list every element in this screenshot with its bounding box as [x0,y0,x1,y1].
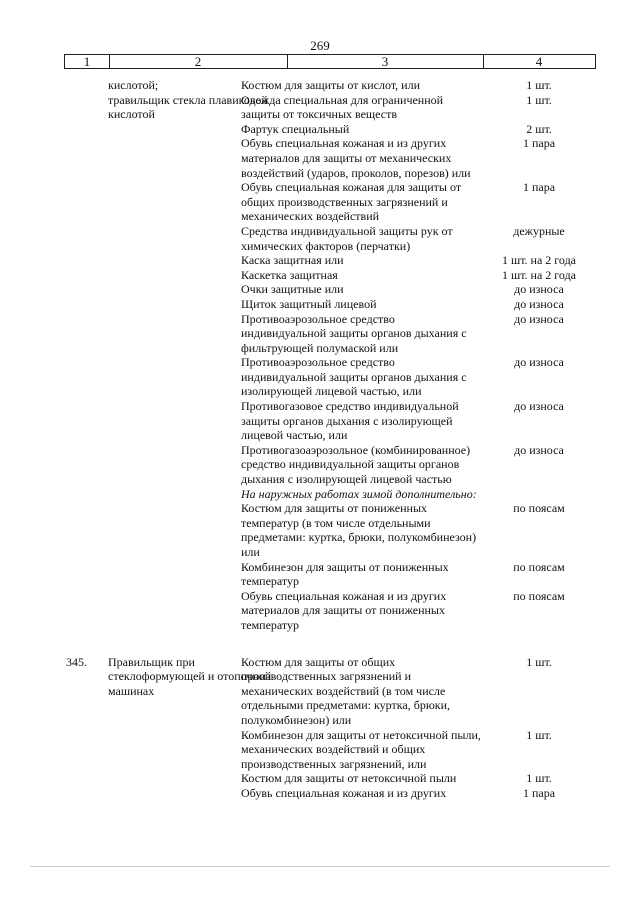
ppe-item-quantity: 1 пара [522,136,556,151]
ppe-item-name: Обувь специальная кожаная и из других материалов для защиты от пониженных температур [241,588,447,632]
header-col-2: 2 [194,54,202,69]
page-bottom-rule [30,866,610,867]
ppe-item-name: Противоаэрозольное средство индивидуальной защиты органов дыхания с фильтрующей полумаской или [241,311,467,355]
ppe-item [241,223,565,253]
ppe-item-quantity: 1 шт. на 2 года [501,253,577,268]
ppe-item-name: Костюм для защиты от кислот, или [241,78,420,92]
ppe-item-name: Средства индивидуальной защиты рук от химических факторов (перчатки) [241,223,453,253]
ppe-item [241,311,564,356]
ppe-item [241,487,481,502]
ppe-item-name: Очки защитные или [241,282,344,297]
ppe-list [241,654,556,801]
ppe-item [241,588,565,633]
ppe-item-name: Костюм для защиты от нетоксичной пыли [241,771,457,786]
ppe-item-name: Обувь специальная кожаная и из других материалов для защиты от механических воздействий (ударов, проколов, порезов) или [241,136,471,180]
ppe-item-name: Каска защитная или [241,253,344,268]
ppe-item-quantity: 2 шт. [526,121,552,136]
table-row [64,78,596,633]
ppe-item-name: Фартук специальный [241,121,350,136]
header-col-3: 3 [381,54,389,69]
table-body [64,78,596,801]
job-title: Правильщик при стеклоформующей и отопочной машинах [108,654,272,698]
ppe-item-quantity: дежурные [513,223,565,238]
ppe-item-name: Костюм для защиты от пониженных температур (в том числе отдельными предметами: куртка, брюки, полукомбинезон) или [241,501,477,559]
header-col-1: 1 [83,54,91,69]
ppe-item-name: Комбинезон для защиты от нетоксичной пыли, механических воздействий и общих производственных загрязнений, или [241,727,481,771]
ppe-item-quantity: до износа [514,442,564,457]
ppe-item-quantity: по поясам [513,559,565,574]
ppe-item [241,501,565,559]
ppe-item-name: На наружных работах зимой дополнительно: [241,486,477,501]
ppe-item-name: Обувь специальная кожаная для защиты от общих производственных загрязнений и механических воздействий [241,180,462,224]
ppe-item [241,442,564,487]
ppe-item-name: Противоаэрозольное средство индивидуальной защиты органов дыхания с изолирующей лицевой частью, или [241,355,467,399]
ppe-item-name: Противогазоаэрозольное (комбинированное) средство индивидуальной защиты органов дыхания с изолирующей лицевой частью [241,442,471,487]
header-divider [483,55,484,68]
job-title: кислотой; травильщик стекла плавиковой кислотой [108,78,268,122]
ppe-item [241,296,564,312]
ppe-item-quantity: 1 шт. [526,771,552,786]
ppe-item-quantity: 1 шт. [526,78,552,92]
ppe-item-name: Каскетка защитная [241,267,338,282]
ppe-item-quantity: 1 шт. [526,92,552,107]
ppe-item [241,282,564,297]
ppe-item [241,253,577,268]
header-divider [109,55,110,68]
ppe-item-quantity: до износа [514,296,564,311]
ppe-item-name: Комбинезон для защиты от пониженных температур [241,559,449,589]
table-header [64,54,596,69]
ppe-item-quantity: до износа [514,282,564,297]
ppe-item-name: Одежда специальная для ограниченной защиты от токсичных веществ [241,92,444,122]
ppe-item-name: Противогазовое средство индивидуальной защиты органов дыхания с изолирующей лицевой частью, или [241,399,459,443]
ppe-item-quantity: 1 шт. [526,654,552,669]
ppe-item [241,121,552,137]
ppe-item [241,399,564,443]
ppe-item [241,727,552,772]
header-col-4: 4 [535,54,543,69]
ppe-item-quantity: 1 пара [522,785,556,800]
ppe-item [241,78,552,93]
ppe-item-quantity: до износа [514,311,564,326]
page-number: 269 [310,38,330,53]
ppe-item [241,180,556,224]
ppe-item-quantity: 1 пара [522,180,556,195]
ppe-item [241,355,564,399]
header-divider [287,55,288,68]
ppe-item-name: Обувь специальная кожаная и из других [241,785,447,800]
ppe-item [241,785,556,801]
ppe-item-quantity: по поясам [513,588,565,603]
ppe-item-quantity: до износа [514,399,564,414]
ppe-item [241,771,552,786]
ppe-item-name: Щиток защитный лицевой [241,296,377,311]
ppe-item [241,92,552,122]
ppe-item [241,559,565,589]
ppe-item [241,654,552,728]
row-number: 345. [66,654,87,669]
ppe-list [241,78,577,633]
ppe-item [241,136,556,180]
ppe-item-quantity: по поясам [513,501,565,516]
table-row [64,655,596,801]
ppe-item-quantity: 1 шт. [526,727,552,742]
ppe-item-quantity: до износа [514,355,564,370]
ppe-item [241,267,577,283]
ppe-item-quantity: 1 шт. на 2 года [501,267,577,282]
ppe-item-name: Костюм для защиты от общих производственных загрязнений и механических воздействий (в том числе отдельными предметами: куртка, брюки, полукомбинезон) или [241,654,451,727]
